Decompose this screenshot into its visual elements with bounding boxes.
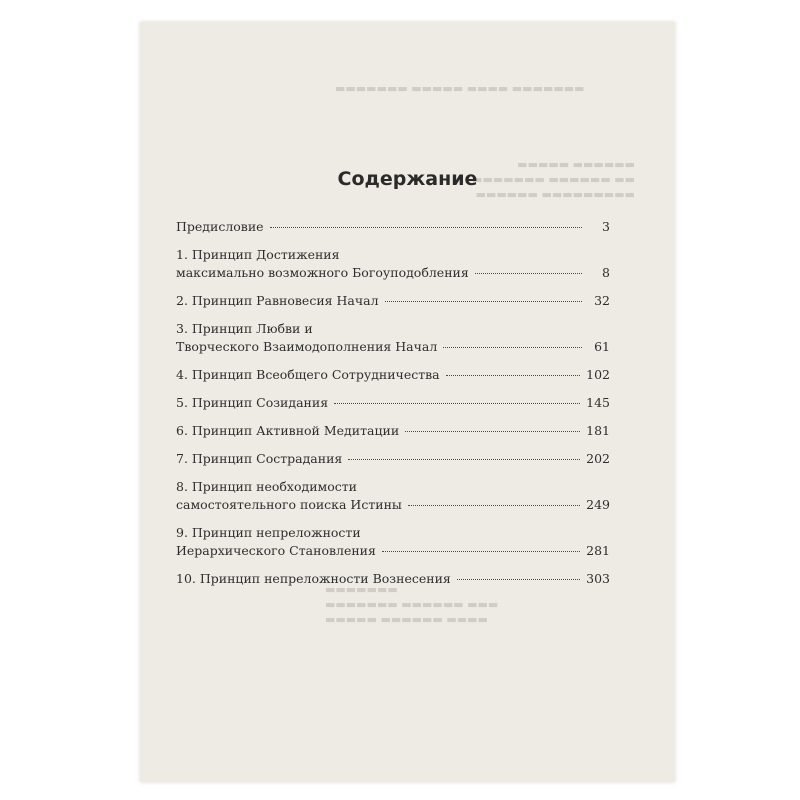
dot-leader: [443, 347, 582, 348]
dot-leader: [408, 505, 580, 506]
toc-entry-title: Иерархического Становления: [176, 543, 376, 558]
toc-entry[interactable]: [176, 570, 610, 588]
dot-leader: [334, 403, 580, 404]
toc-page-number: 181: [586, 423, 610, 438]
dot-leader: [348, 459, 580, 460]
dot-leader: [405, 431, 580, 432]
toc-entry-title-line: 3. Принцип Любви и: [176, 321, 313, 336]
dot-leader: [475, 273, 582, 274]
toc-entry[interactable]: [176, 478, 610, 514]
toc-page-number: 202: [586, 451, 610, 466]
toc-entry-title: 7. Принцип Сострадания: [176, 451, 343, 466]
toc-page-number: 61: [594, 339, 610, 354]
toc-entry-title: самостоятельного поиска Истины: [176, 497, 402, 512]
toc-page-number: 3: [602, 219, 610, 234]
toc-entry-title: максимально возможного Богоуподобления: [176, 265, 469, 280]
toc-entry-title: Предисловие: [176, 219, 264, 234]
toc-entry[interactable]: [176, 394, 610, 412]
toc-entry-title: 2. Принцип Равновесия Начал: [176, 293, 379, 308]
table-of-contents: [176, 218, 610, 598]
toc-entry-title: 10. Принцип непреложности Вознесения: [176, 571, 451, 586]
toc-title: Содержание: [337, 168, 478, 190]
dot-leader: [446, 375, 581, 376]
toc-entry-title-line: 9. Принцип непреложности: [176, 525, 361, 540]
toc-entry-title-line: 1. Принцип Достижения: [176, 247, 340, 262]
toc-page-number: 281: [586, 543, 610, 558]
dot-leader: [382, 551, 580, 552]
toc-entry-title: 5. Принцип Созидания: [176, 395, 329, 410]
bleed-through-text: ▬▬▬▬▬▬▬ ▬▬▬▬▬ ▬▬▬▬ ▬▬▬▬▬▬▬: [335, 82, 585, 95]
toc-entry[interactable]: [176, 246, 610, 282]
bleed-through-text: ▬▬▬▬▬ ▬▬▬▬▬▬ ▬▬▬▬▬▬▬ ▬▬▬▬▬▬ ▬▬ ▬▬▬▬▬▬ ▬▬▬▬▬▬▬▬▬: [472, 158, 635, 201]
dot-leader: [457, 579, 580, 580]
toc-entry-title: 4. Принцип Всеобщего Сотрудничества: [176, 367, 440, 382]
toc-entry[interactable]: [176, 524, 610, 560]
toc-entry[interactable]: [176, 422, 610, 440]
toc-entry[interactable]: [176, 218, 610, 236]
toc-page-number: 102: [586, 367, 610, 382]
toc-page-number: 145: [586, 395, 610, 410]
bleed-through-text: ▬▬▬▬▬▬▬ ▬▬▬▬▬▬▬ ▬▬▬▬▬▬ ▬▬▬ ▬▬▬▬▬ ▬▬▬▬▬▬ ▬▬▬▬: [325, 583, 499, 626]
toc-entry-title: Творческого Взаимодополнения Начал: [176, 339, 438, 354]
toc-page-number: 303: [586, 571, 610, 586]
toc-entry-title-line: 8. Принцип необходимости: [176, 479, 358, 494]
book-page: [140, 22, 675, 782]
toc-page-number: 32: [594, 293, 610, 308]
toc-entry-title: 6. Принцип Активной Медитации: [176, 423, 400, 438]
dot-leader: [270, 227, 582, 228]
toc-page-number: 249: [586, 497, 610, 512]
toc-page-number: 8: [602, 265, 610, 280]
toc-entry[interactable]: [176, 320, 610, 356]
dot-leader: [385, 301, 582, 302]
toc-entry[interactable]: [176, 366, 610, 384]
toc-entry[interactable]: [176, 450, 610, 468]
toc-entry[interactable]: [176, 292, 610, 310]
